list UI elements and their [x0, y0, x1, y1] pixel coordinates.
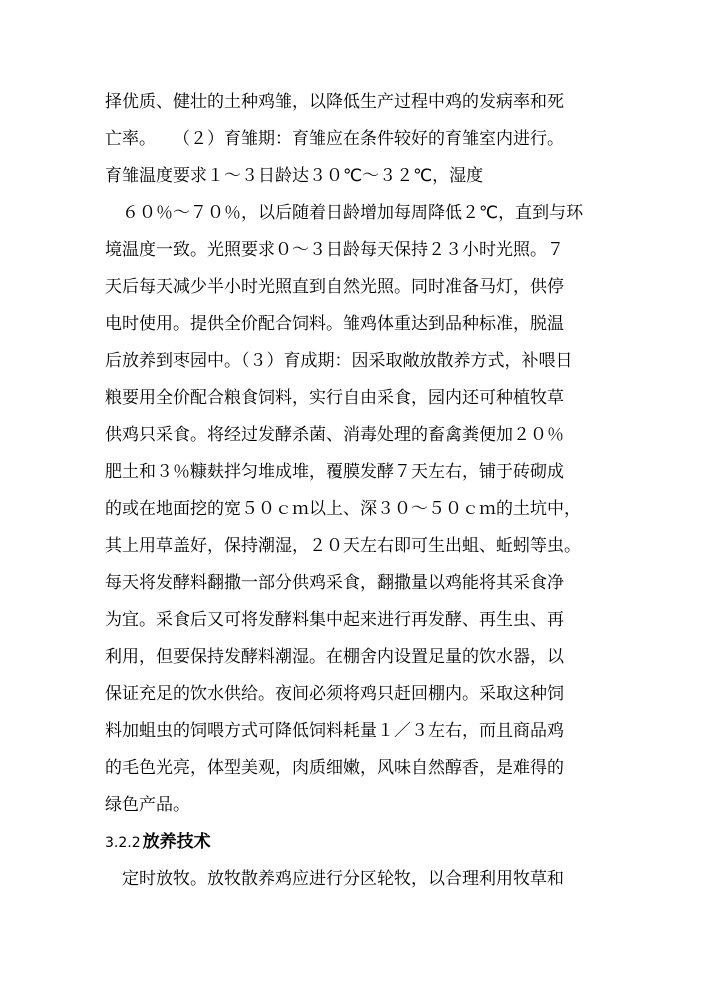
- paragraph-line: 粮要用全价配合粮食饲料，实行自由采食，园内还可种植牧草: [105, 388, 564, 408]
- paragraph-line: 其上用草盖好，保持潮湿，２０天左右即可生出蛆、蚯蚓等虫。: [105, 536, 581, 556]
- paragraph-line: ６０％～７０％，以后随着日龄增加每周降低２℃，直到与环: [105, 203, 584, 223]
- paragraph-line: 每天将发酵料翻撒一部分供鸡采食，翻撒量以鸡能将其采食净: [105, 573, 564, 593]
- paragraph-line: 绿色产品。: [105, 795, 190, 815]
- paragraph-line: 定时放牧。放牧散养鸡应进行分区轮牧，以合理利用牧草和: [105, 869, 564, 889]
- paragraph-line: 择优质、健壮的土种鸡雏，以降低生产过程中鸡的发病率和死: [105, 92, 564, 112]
- paragraph-line: 为宜。采食后又可将发酵料集中起来进行再发酵、再生虫、再: [105, 610, 564, 630]
- paragraph-line: 的或在地面挖的宽５０ｃｍ以上、深３０～５０ｃｍ的土坑中，: [105, 499, 581, 519]
- paragraph-line: 供鸡只采食。将经过发酵杀菌、消毒处理的畜禽粪便加２０％: [105, 425, 564, 445]
- paragraph-line: 料加蛆虫的饲喂方式可降低饲料耗量１／３左右，而且商品鸡: [105, 721, 564, 741]
- paragraph-line: 肥土和３％糠麸拌匀堆成堆，覆膜发酵７天左右，铺于砖砌成: [105, 462, 564, 482]
- paragraph-line: 保证充足的饮水供给。夜间必须将鸡只赶回棚内。采取这种饲: [105, 684, 564, 704]
- paragraph-line: 天后每天减少半小时光照直到自然光照。同时准备马灯，供停: [105, 277, 564, 297]
- section-number: 3.2.2: [105, 835, 141, 851]
- paragraph-line: 后放养到枣园中。（３）育成期：因采取敞放散养方式，补喂日: [105, 351, 573, 371]
- section-title: 放养技术: [142, 832, 211, 852]
- paragraph-line: 境温度一致。光照要求０～３日龄每天保持２３小时光照。７: [105, 240, 564, 260]
- paragraph-line: 育雏温度要求１～３日龄达３０℃～３２℃，湿度: [105, 166, 484, 186]
- paragraph-line: 电时使用。提供全价配合饲料。雏鸡体重达到品种标准，脱温: [105, 314, 564, 334]
- paragraph-line: 利用，但要保持发酵料潮湿。在棚舍内设置足量的饮水器，以: [105, 647, 564, 667]
- section-heading: [105, 827, 605, 857]
- paragraph-line: 的毛色光亮，体型美观，肉质细嫩，风味自然醇香，是难得的: [105, 758, 564, 778]
- paragraph-line: 亡率。 （２）育雏期：育雏应在条件较好的育雏室内进行。: [105, 129, 564, 149]
